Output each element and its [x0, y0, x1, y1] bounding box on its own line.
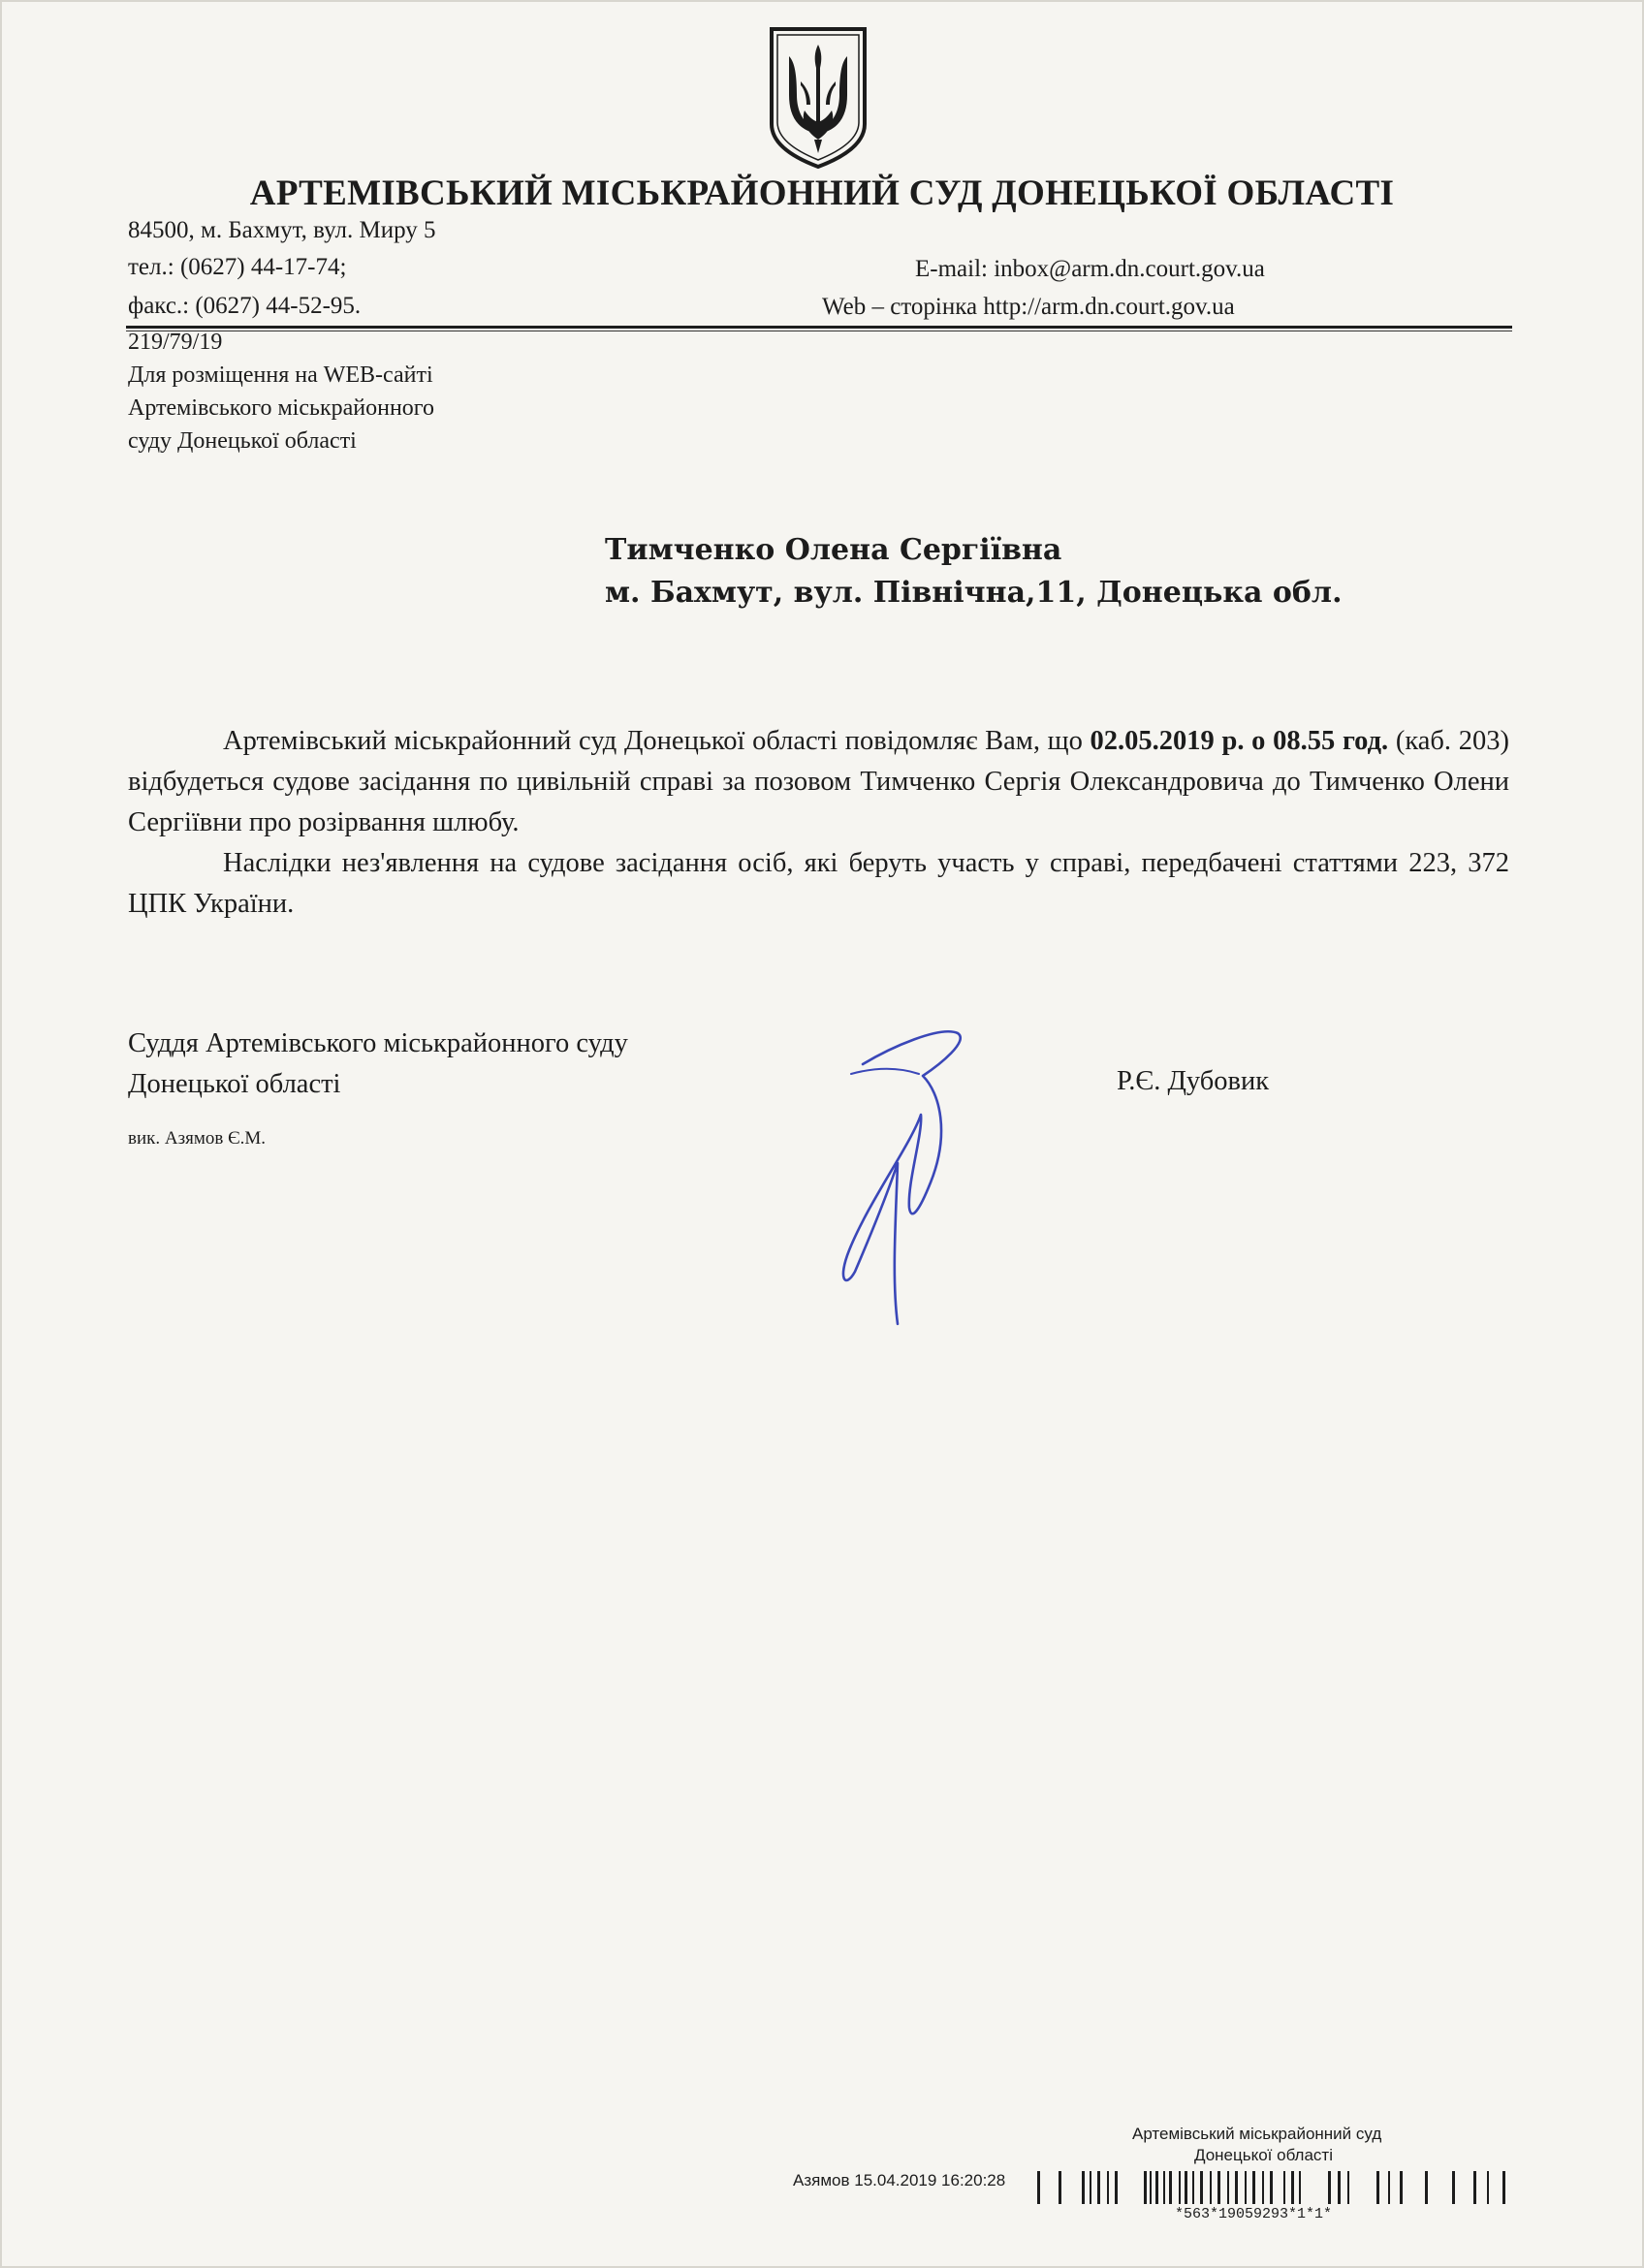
coat-of-arms-icon [766, 23, 870, 171]
court-name-heading: АРТЕМІВСЬКИЙ МІСЬКРАЙОННИЙ СУД ДОНЕЦЬКОЇ ОБЛАСТІ [249, 173, 1395, 213]
reference-line-2: Артемівського міськрайонного [128, 395, 435, 421]
court-phone: тел.: (0627) 44-17-74; [128, 254, 347, 280]
registration-stamp: Азямов 15.04.2019 16:20:28 [793, 2171, 1006, 2189]
court-fax: факс.: (0627) 44-52-95. [128, 293, 362, 319]
hearing-datetime: 02.05.2019 р. о 08.55 год. [1090, 726, 1389, 756]
judge-position-line-1: Суддя Артемівського міськрайонного суду [128, 1028, 628, 1058]
reference-line-1: Для розміщення на WEB-сайті [128, 362, 433, 388]
notice-paragraph-2: Наслідки нез'явлення на судове засідання осіб, які беруть участь у справі, передбачені статтями 223, 372 ЦПК України. [128, 848, 1509, 919]
court-email: E-mail: inbox@arm.dn.court.gov.ua [915, 256, 1265, 282]
addressee-name: Тимченко Олена Сергіївна [605, 533, 1062, 567]
reference-line-3: суду Донецької області [128, 428, 357, 454]
judge-name: Р.Є. Дубовик [1117, 1066, 1270, 1096]
notice-text-details: (каб. 203) відбудеться судове засідання по цивільній справі за позовом Тимченко Сергія Олександровича до Тимченко Олени Сергіївни про розірвання шлюбу. [128, 726, 1509, 837]
judge-position [128, 1024, 628, 1105]
stamp-court-line-2: Донецької області [1194, 2146, 1333, 2164]
notice-body [128, 721, 1509, 925]
header-divider [126, 326, 1512, 329]
reference-number: 219/79/19 [128, 330, 223, 355]
barcode-icon [1037, 2169, 1512, 2206]
addressee-address: м. Бахмут, вул. Північна,11, Донецька обл. [605, 576, 1343, 610]
handwritten-signature-icon [795, 1018, 989, 1328]
court-address: 84500, м. Бахмут, вул. Миру 5 [128, 217, 436, 243]
barcode-number: *563*19059293*1*1* [1175, 2206, 1333, 2218]
notice-text-intro: Артемівський міськрайонний суд Донецької області повідомляє Вам, що [223, 726, 1091, 756]
stamp-court-line-1: Артемівський міськрайонний суд [1132, 2125, 1382, 2143]
addressee-block [605, 529, 1343, 614]
executor-name: вик. Азямов Є.М. [128, 1128, 267, 1149]
notice-paragraph-1 [128, 721, 1509, 843]
judge-position-line-2: Донецької області [128, 1069, 341, 1099]
court-website: Web – сторінка http://arm.dn.court.gov.ua [822, 294, 1235, 320]
